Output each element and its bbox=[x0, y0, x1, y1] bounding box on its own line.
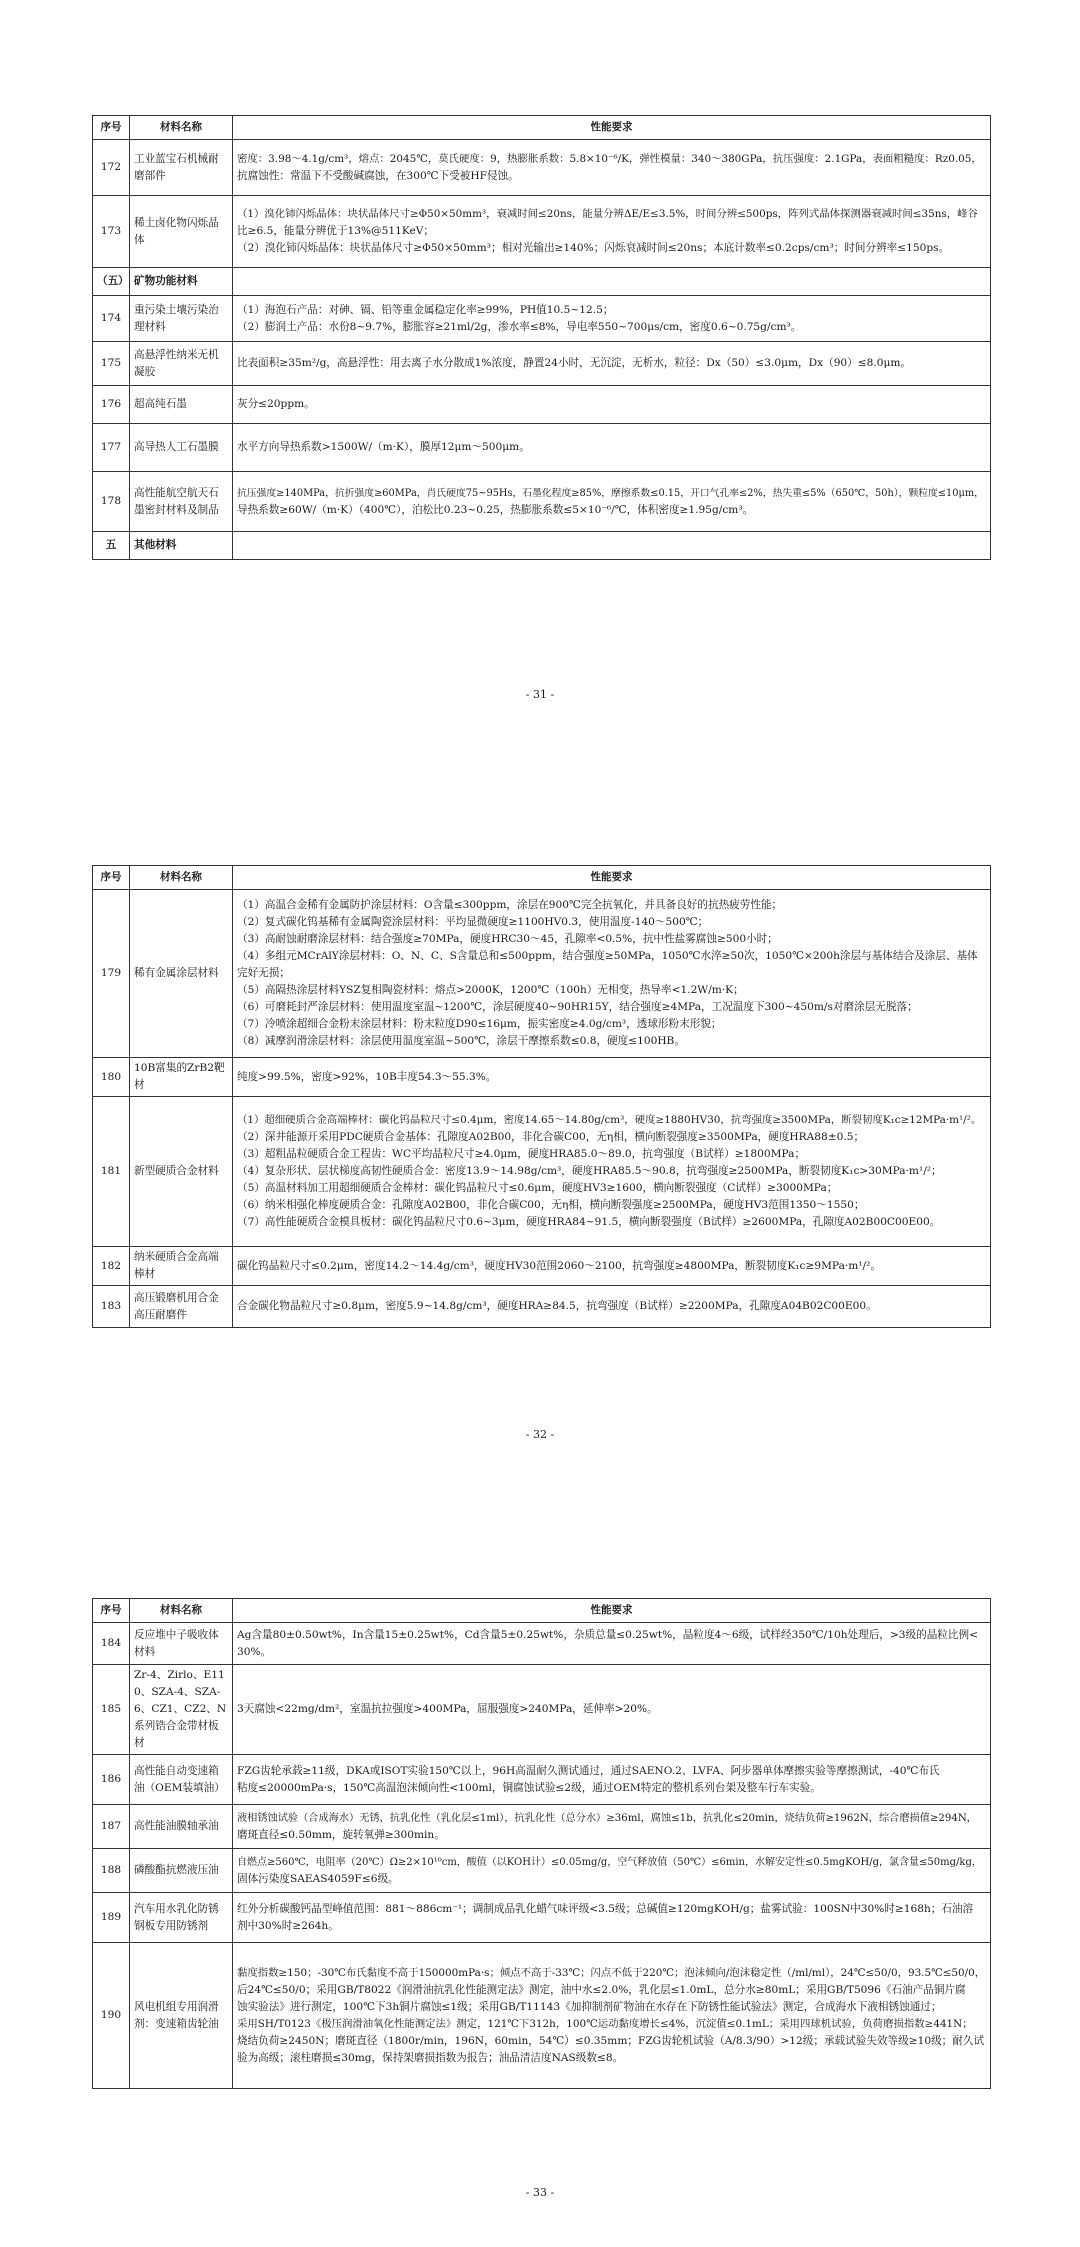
requirement-line: 碳化钨晶粒尺寸≤0.2μm，密度14.2～14.4g/cm³，硬度HV30范围2060～2100，抗弯强度≥4800MPa，断裂韧度K₁c≥9MPa·m¹/²。 bbox=[237, 1259, 881, 1272]
table-row bbox=[93, 342, 991, 386]
requirement-line: 剂中30%时≥264h。 bbox=[237, 1919, 339, 1932]
header-no: 序号 bbox=[93, 866, 130, 890]
material-name: 高导热人工石墨膜 bbox=[130, 424, 233, 472]
table-row bbox=[93, 140, 991, 196]
performance-requirements bbox=[233, 1665, 991, 1755]
requirement-line: 自燃点≥560℃，电阻率（20℃）Ω≥2×10¹⁰cm，酸值（以KOH计）≤0.05mg/g，空气释放值（50℃）≤6min，水解安定性≤0.5mgKOH/g，氯含量≤50mg/kg， bbox=[237, 1856, 982, 1868]
material-name: 高压锻磨机用合金高压耐磨件 bbox=[130, 1286, 233, 1328]
row-number: 183 bbox=[93, 1286, 130, 1328]
page-number: - 32 - bbox=[525, 1428, 555, 1441]
requirement-line: （3）超粗晶粒硬质合金工程齿：WC平均晶粒尺寸≥4.0μm，硬度HRA85.0～89.0，抗弯强度（B试样）≥1800MPa； bbox=[237, 1148, 806, 1160]
table-row bbox=[93, 1755, 991, 1805]
table-row bbox=[93, 1247, 991, 1286]
requirement-line: （8）减摩润滑涂层材料：涂层使用温度室温~500℃，涂层干摩擦系数≤0.8，硬度≤100HB。 bbox=[237, 1035, 685, 1047]
row-number: 189 bbox=[93, 1893, 130, 1943]
header-no: 序号 bbox=[93, 116, 130, 140]
page-number: - 31 - bbox=[525, 688, 555, 701]
requirement-line: 比表面积≥35m²/g，高悬浮性：用去离子水分散成1%浓度，静置24小时，无沉淀，无析水，粒径：Dx（50）≤3.0μm，Dx（90）≤8.0μm。 bbox=[237, 357, 912, 369]
material-name: 磷酸酯抗燃液压油 bbox=[130, 1849, 233, 1893]
performance-requirements bbox=[233, 386, 991, 424]
performance-requirements bbox=[233, 890, 991, 1058]
section-row bbox=[93, 268, 991, 296]
requirement-line: （7）冷喷涂超细合金粉末涂层材料：粉末粒度D90≤16μm，振实密度≥4.0g/cm³，透球形粉末形貌； bbox=[237, 1018, 722, 1030]
requirement-line: 后24℃≤50/0；采用GB/T8022《润滑油抗乳化性能测定法》测定，油中水≤2.0%，乳化层≤1.0mL，总分水≥80mL；采用GB/T5096《石油产品铜片腐 bbox=[237, 1983, 966, 1996]
requirement-line: （2）溴化铈闪烁晶体：块状晶体尺寸≥Φ50×50mm³；相对光输出≥140%；闪烁衰减时间≤20ns；本底计数率≤0.2cps/cm³；时间分辨率≤150ps。 bbox=[237, 242, 950, 254]
section-title: 其他材料 bbox=[130, 532, 233, 560]
requirement-line: 烧结负荷≥2450N；磨斑直径（1800r/min，196N，60min，54℃）≤0.35mm；FZG齿轮机试验（A/8.3/90）>12级；承载试验失效等级≥10级；耐久试 bbox=[237, 2034, 985, 2047]
performance-requirements bbox=[233, 1943, 991, 2089]
requirement-line: （6）可磨耗封严涂层材料：使用温度室温~1200℃，涂层硬度40~90HR15Y，结合强度≥4MPa，工况温度下300~450m/s对磨涂层无脱落； bbox=[237, 1001, 918, 1013]
requirement-line: 黏度指数≥150；-30℃布氏黏度不高于150000mPa·s；倾点不高于-33℃；闪点不低于220℃；泡沫倾向/泡沫稳定性（/ml/ml），24℃≤50/0，93.5℃≤50/0， bbox=[237, 1966, 986, 1979]
requirement-line: （2）深井能源开采用PDC硬质合金基体：孔隙度A02B00，非化合碳C00，无η相，横向断裂强度≥3500MPa，硬度HRA88±0.5； bbox=[237, 1131, 865, 1143]
requirement-line: 比≥6.5，能量分辨优于13%@511KeV； bbox=[237, 225, 434, 237]
performance-requirements bbox=[233, 196, 991, 268]
requirement-line: （4）多组元MCrAlY涂层材料：O、N、C、S含量总和≤500ppm，结合强度≥50MPa，1050℃水淬≥50次，1050℃×200h涂层与基体结合及涂层、基体 bbox=[237, 950, 978, 962]
header-requirements: 性能要求 bbox=[233, 866, 991, 890]
requirement-line: （2）膨润土产品：水份8~9.7%，膨胀容≥21ml/2g，渗水率≤8%，导电率550~700μs/cm，密度0.6~0.75g/cm³。 bbox=[237, 320, 802, 333]
requirement-line: 纯度>99.5%，密度>92%，10B丰度54.3～55.3%。 bbox=[237, 1070, 497, 1083]
table-row bbox=[93, 296, 991, 342]
requirement-line: 抗腐蚀性：常温下不受酸碱腐蚀，在300℃下受被HF侵蚀。 bbox=[237, 169, 519, 182]
table-row bbox=[93, 472, 991, 532]
requirement-line: 粘度≤20000mPa·s，150℃高温泡沫倾向性<100ml，铜腐蚀试验≤2级，通过OEM特定的整机系列台架及整车行车实验。 bbox=[237, 1781, 821, 1794]
section-number: （五） bbox=[93, 268, 130, 296]
material-name: 超高纯石墨 bbox=[130, 386, 233, 424]
row-number: 179 bbox=[93, 890, 130, 1058]
header-name: 材料名称 bbox=[130, 1599, 233, 1623]
performance-requirements bbox=[233, 472, 991, 532]
table-row bbox=[93, 1623, 991, 1665]
header-name: 材料名称 bbox=[130, 866, 233, 890]
table-row bbox=[93, 1893, 991, 1943]
requirement-line: 蚀实验法》进行测定，100℃下3h铜片腐蚀≤1级；采用GB/T11143《加抑制剂矿物油在水存在下防锈性能试验法》测定，合成海水下液相锈蚀通过； bbox=[237, 2000, 942, 2013]
row-number: 172 bbox=[93, 140, 130, 196]
performance-requirements bbox=[233, 1755, 991, 1805]
material-name: 汽车用水乳化防锈钢板专用防锈剂 bbox=[130, 1893, 233, 1943]
requirement-line: 磨斑直径≤0.50mm，旋转氧弹≥300min。 bbox=[237, 1828, 445, 1841]
requirement-line: 抗压强度≥140MPa，抗折强度≥60MPa，肖氏硬度75~95Hs，石墨化程度≥85%，摩擦系数≤0.15，开口气孔率≤2%，热失重≤5%（650℃，50h），颗粒度≤10μm， bbox=[237, 487, 984, 499]
performance-requirements bbox=[233, 140, 991, 196]
requirement-line: 液相锈蚀试验（合成海水）无锈，抗乳化性（乳化层≤1ml），抗乳化性（总分水）≥36ml，腐蚀≤1b，抗乳化≤20min，烧结负荷≥1962N，综合磨损值≥294N， bbox=[237, 1812, 977, 1824]
row-number: 177 bbox=[93, 424, 130, 472]
performance-requirements bbox=[233, 1058, 991, 1097]
table-row bbox=[93, 1097, 991, 1247]
row-number: 178 bbox=[93, 472, 130, 532]
section-title: 矿物功能材料 bbox=[130, 268, 233, 296]
table-row bbox=[93, 386, 991, 424]
table-row bbox=[93, 1058, 991, 1097]
table-header bbox=[93, 1599, 991, 1623]
table-row bbox=[93, 424, 991, 472]
requirement-line: 3天腐蚀<22mg/dm²，室温抗拉强度>400MPa，屈服强度>240MPa，延伸率>20%。 bbox=[237, 1703, 658, 1715]
table-row bbox=[93, 1286, 991, 1328]
performance-requirements bbox=[233, 1286, 991, 1328]
material-name: 重污染土壤污染治理材料 bbox=[130, 296, 233, 342]
spec-table-page-31 bbox=[92, 115, 991, 560]
material-name: 高性能自动变速箱油（OEM装填油） bbox=[130, 1755, 233, 1805]
material-name: 10B富集的ZrB2靶材 bbox=[130, 1058, 233, 1097]
table-header bbox=[93, 866, 991, 890]
performance-requirements bbox=[233, 1097, 991, 1247]
requirement-line: 密度：3.98～4.1g/cm³，熔点：2045℃，莫氏硬度：9，热膨胀系数：5.8×10⁻⁶/K，弹性模量：340～380GPa，抗压强度：2.1GPa，表面粗糙度：Rz0.05， bbox=[237, 152, 982, 165]
table-row bbox=[93, 1665, 991, 1755]
table-row bbox=[93, 196, 991, 268]
header-no: 序号 bbox=[93, 1599, 130, 1623]
row-number: 182 bbox=[93, 1247, 130, 1286]
row-number: 185 bbox=[93, 1665, 130, 1755]
performance-requirements bbox=[233, 424, 991, 472]
table-row bbox=[93, 890, 991, 1058]
requirement-line: 合金碳化物晶粒尺寸≥0.8μm，密度5.9~14.8g/cm³，硬度HRA≥84.5，抗弯强度（B试样）≥2200MPa，孔隙度A04B02C00E00。 bbox=[237, 1300, 877, 1312]
requirement-line: （7）高性能硬质合金模具板材：碳化钨晶粒尺寸0.6~3μm，硬度HRA84~91.5，横向断裂强度（B试样）≥2600MPa，孔隙度A02B00C00E00。 bbox=[237, 1216, 941, 1228]
row-number: 180 bbox=[93, 1058, 130, 1097]
requirement-line: 30%。 bbox=[237, 1645, 272, 1658]
performance-requirements bbox=[233, 296, 991, 342]
material-name: 高悬浮性纳米无机凝胶 bbox=[130, 342, 233, 386]
material-name: 工业蓝宝石机械耐磨部件 bbox=[130, 140, 233, 196]
spec-table-page-33 bbox=[92, 1598, 991, 2089]
requirement-line: 水平方向导热系数>1500W/（m·K），膜厚12μm～500μm。 bbox=[237, 441, 530, 453]
material-name: 纳米硬质合金高端棒材 bbox=[130, 1247, 233, 1286]
requirement-line: （1）超细硬质合金高端棒材：碳化钨晶粒尺寸≤0.4μm，密度14.65～14.80g/cm³，硬度≥1880HV30，抗弯强度≥3500MPa，断裂韧度K₁c≥12MPa·m¹/²。 bbox=[237, 1114, 982, 1126]
row-number: 186 bbox=[93, 1755, 130, 1805]
section-number: 五 bbox=[93, 532, 130, 560]
material-name: 反应堆中子吸收体材料 bbox=[130, 1623, 233, 1665]
performance-requirements bbox=[233, 1623, 991, 1665]
requirement-line: （3）高耐蚀耐磨涂层材料：结合强度≥70MPa，硬度HRC30～45，孔隙率<0.5%，抗中性盐雾腐蚀≥500小时； bbox=[237, 933, 778, 945]
row-number: 176 bbox=[93, 386, 130, 424]
requirement-line: （1）溴化铈闪烁晶体：块状晶体尺寸≥Φ50×50mm³，衰减时间≤20ns，能量分辨ΔE/E≤3.5%，时间分辨≤500ps，阵列式晶体探测器衰减时间≤35ns，峰谷 bbox=[237, 208, 978, 220]
requirement-line: （4）复杂形状、层状梯度高韧性硬质合金：密度13.9～14.98g/cm³，硬度HRA85.5～90.8，抗弯强度≥2500MPa，断裂韧度K₁c>30MPa·m¹/²； bbox=[237, 1165, 942, 1177]
section-empty-cell bbox=[233, 268, 991, 296]
requirement-line: （5）高温材料加工用超细硬质合金棒材：碳化钨晶粒尺寸≤0.6μm，硬度HV3≥1600，横向断裂强度（C试样）≥3000MPa； bbox=[237, 1182, 838, 1194]
header-requirements: 性能要求 bbox=[233, 116, 991, 140]
requirement-line: （5）高隔热涂层材料YSZ复相陶瓷材料：熔点>2000K，1200℃（100h）无相变，热导率<1.2W/m·K； bbox=[237, 984, 744, 996]
performance-requirements bbox=[233, 1893, 991, 1943]
row-number: 188 bbox=[93, 1849, 130, 1893]
material-name: Zr-4、Zirlo、E110、SZA-4、SZA-6、CZ1、CZ2、N系列锆合金带材板材 bbox=[130, 1665, 233, 1755]
requirement-line: FZG齿轮承载≥11级，DKA或ISOT实验150℃以上，96H高温耐久测试通过，通过SAENO.2、LVFA、阿步器单体摩擦实验等摩擦测试，-40℃布氏 bbox=[237, 1764, 940, 1777]
spec-table-page-32 bbox=[92, 865, 991, 1328]
requirement-line: 完好无损； bbox=[237, 967, 290, 979]
requirement-line: （2）复式碳化钨基稀有金属陶瓷涂层材料：平均显微硬度≥1100HV0.3，使用温度-140～500℃； bbox=[237, 916, 709, 928]
header-name: 材料名称 bbox=[130, 116, 233, 140]
performance-requirements bbox=[233, 1247, 991, 1286]
row-number: 181 bbox=[93, 1097, 130, 1247]
material-name: 风电机组专用润滑剂：变速箱齿轮油 bbox=[130, 1943, 233, 2089]
material-name: 稀土卤化物闪烁晶体 bbox=[130, 196, 233, 268]
table-header bbox=[93, 116, 991, 140]
performance-requirements bbox=[233, 342, 991, 386]
material-name: 稀有金属涂层材料 bbox=[130, 890, 233, 1058]
material-name: 高性能油膜轴承油 bbox=[130, 1805, 233, 1849]
requirement-line: 验为高级；滚柱磨损≤30mg，保持架磨损指数为报告；油品清洁度NAS级数≤8。 bbox=[237, 2051, 624, 2064]
requirement-line: （1）海泡石产品：对砷、镉、铅等重金属稳定化率≥99%，PH值10.5~12.5； bbox=[237, 303, 614, 316]
section-empty-cell bbox=[233, 532, 991, 560]
requirement-line: Ag含量80±0.50wt%，In含量15±0.25wt%，Cd含量5±0.25wt%，杂质总量≤0.25wt%，晶粒度4～6级，试样经350℃/10h处理后，>3级的晶粒比例< bbox=[237, 1628, 978, 1641]
row-number: 190 bbox=[93, 1943, 130, 2089]
requirement-line: 导热系数≥60W/（m·K）（400℃），泊松比0.23~0.25，热膨胀系数≤5×10⁻⁶/℃，体积密度≥1.95g/cm³。 bbox=[237, 503, 754, 516]
row-number: 187 bbox=[93, 1805, 130, 1849]
requirement-line: 红外分析碳酸钙晶型峰值范围：881～886cm⁻¹；调制成品乳化蜡气味评级<3.5级；总碱值≥120mgKOH/g；盐雾试验：100SN中30%时≥168h；石油溶 bbox=[237, 1902, 974, 1915]
page-number: - 33 - bbox=[525, 2186, 555, 2199]
performance-requirements bbox=[233, 1805, 991, 1849]
requirement-line: 采用SH/T0123《极压润滑油氧化性能测定法》测定，121℃下312h，100℃运动黏度增长≤4%，沉淀值≤0.1mL；采用四球机试验，负荷磨损指数≥441N； bbox=[237, 2017, 973, 2030]
material-name: 高性能航空航天石墨密封材料及制品 bbox=[130, 472, 233, 532]
requirement-line: 灰分≤20ppm。 bbox=[237, 398, 315, 410]
section-row bbox=[93, 532, 991, 560]
row-number: 175 bbox=[93, 342, 130, 386]
row-number: 173 bbox=[93, 196, 130, 268]
requirement-line: 固体污染度SAEAS4059F≤6级。 bbox=[237, 1872, 399, 1885]
row-number: 174 bbox=[93, 296, 130, 342]
table-row bbox=[93, 1849, 991, 1893]
table-row bbox=[93, 1943, 991, 2089]
performance-requirements bbox=[233, 1849, 991, 1893]
requirement-line: （6）纳米相强化棒度硬质合金：孔隙度A02B00，非化合碳C00，无η相，横向断裂强度≥2500MPa，硬度HV3范围1350～1550； bbox=[237, 1199, 865, 1211]
requirement-line: （1）高温合金稀有金属防护涂层材料：O含量≤300ppm，涂层在900℃完全抗氧化，并具备良好的抗热疲劳性能； bbox=[237, 899, 783, 911]
row-number: 184 bbox=[93, 1623, 130, 1665]
header-requirements: 性能要求 bbox=[233, 1599, 991, 1623]
table-row bbox=[93, 1805, 991, 1849]
material-name: 新型硬质合金材料 bbox=[130, 1097, 233, 1247]
